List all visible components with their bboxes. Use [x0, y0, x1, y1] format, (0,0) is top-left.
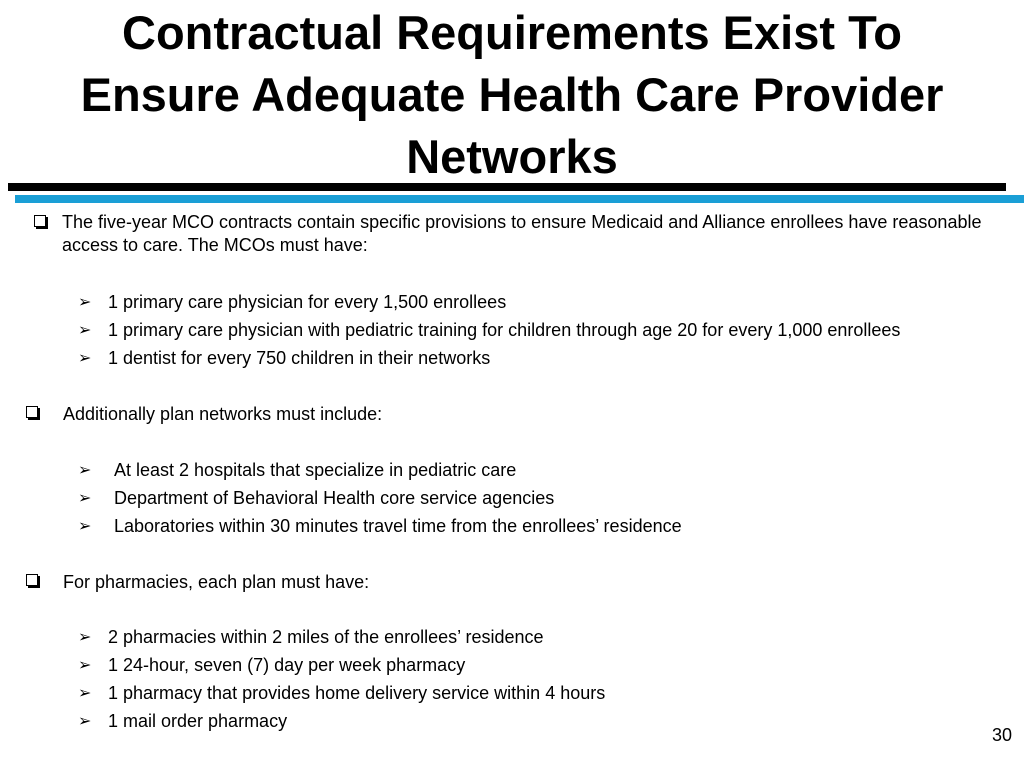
list-item — [78, 682, 1003, 705]
square-bullet-icon — [26, 574, 38, 586]
list-item-text: 2 pharmacies within 2 miles of the enrollees’ residence — [108, 627, 544, 647]
list-item-text: 1 mail order pharmacy — [108, 711, 288, 731]
list-item-text: 1 24-hour, seven (7) day per week pharmacy — [108, 655, 466, 675]
slide-title-line: Contractual Requirements Exist To — [122, 6, 902, 59]
arrow-bullet-icon: ➢ — [78, 629, 92, 646]
list-item — [78, 515, 1004, 538]
list-item — [78, 347, 1008, 370]
slide-title-line: Ensure Adequate Health Care Provider — [80, 68, 944, 121]
section-text: For pharmacies, each plan must have: — [63, 572, 370, 592]
page-number: 30 — [991, 725, 1012, 745]
arrow-bullet-icon: ➢ — [78, 657, 92, 674]
square-bullet-icon — [26, 406, 38, 418]
list-item — [78, 710, 958, 733]
arrow-bullet-icon: ➢ — [78, 294, 92, 311]
section-bullet — [62, 211, 1007, 257]
arrow-bullet-icon: ➢ — [78, 713, 92, 730]
section-text: Additionally plan networks must include: — [63, 404, 383, 424]
list-item — [78, 487, 1004, 510]
arrow-bullet-icon: ➢ — [78, 350, 92, 367]
list-item — [78, 319, 1008, 342]
list-item — [78, 459, 1004, 482]
list-item-text: 1 pharmacy that provides home delivery service within 4 hours — [108, 683, 606, 703]
section-text: The five-year MCO contracts contain specific provisions to ensure Medicaid and Alliance enrollees have reasonable access to care. The MCOs must have: — [62, 212, 982, 255]
square-bullet-icon — [34, 215, 46, 227]
list-item-text: 1 dentist for every 750 children in their networks — [108, 348, 491, 368]
arrow-bullet-icon: ➢ — [78, 518, 92, 535]
slide-title-line: Networks — [406, 130, 618, 183]
arrow-bullet-icon: ➢ — [78, 490, 92, 507]
arrow-bullet-icon: ➢ — [78, 685, 92, 702]
list-item — [78, 291, 1008, 314]
list-item-text: At least 2 hospitals that specialize in pediatric care — [114, 460, 517, 480]
section-bullet — [63, 403, 1003, 426]
list-item-text: 1 primary care physician for every 1,500 enrollees — [108, 292, 507, 312]
list-item — [78, 626, 1003, 649]
section-bullet — [63, 571, 1003, 594]
arrow-bullet-icon: ➢ — [78, 322, 92, 339]
list-item — [78, 654, 1003, 677]
list-item-text: 1 primary care physician with pediatric training for children through age 20 for every 1,000 enrollees — [108, 320, 901, 340]
list-item-text: Laboratories within 30 minutes travel time from the enrollees’ residence — [114, 516, 682, 536]
list-item-text: Department of Behavioral Health core service agencies — [114, 488, 555, 508]
arrow-bullet-icon: ➢ — [78, 462, 92, 479]
